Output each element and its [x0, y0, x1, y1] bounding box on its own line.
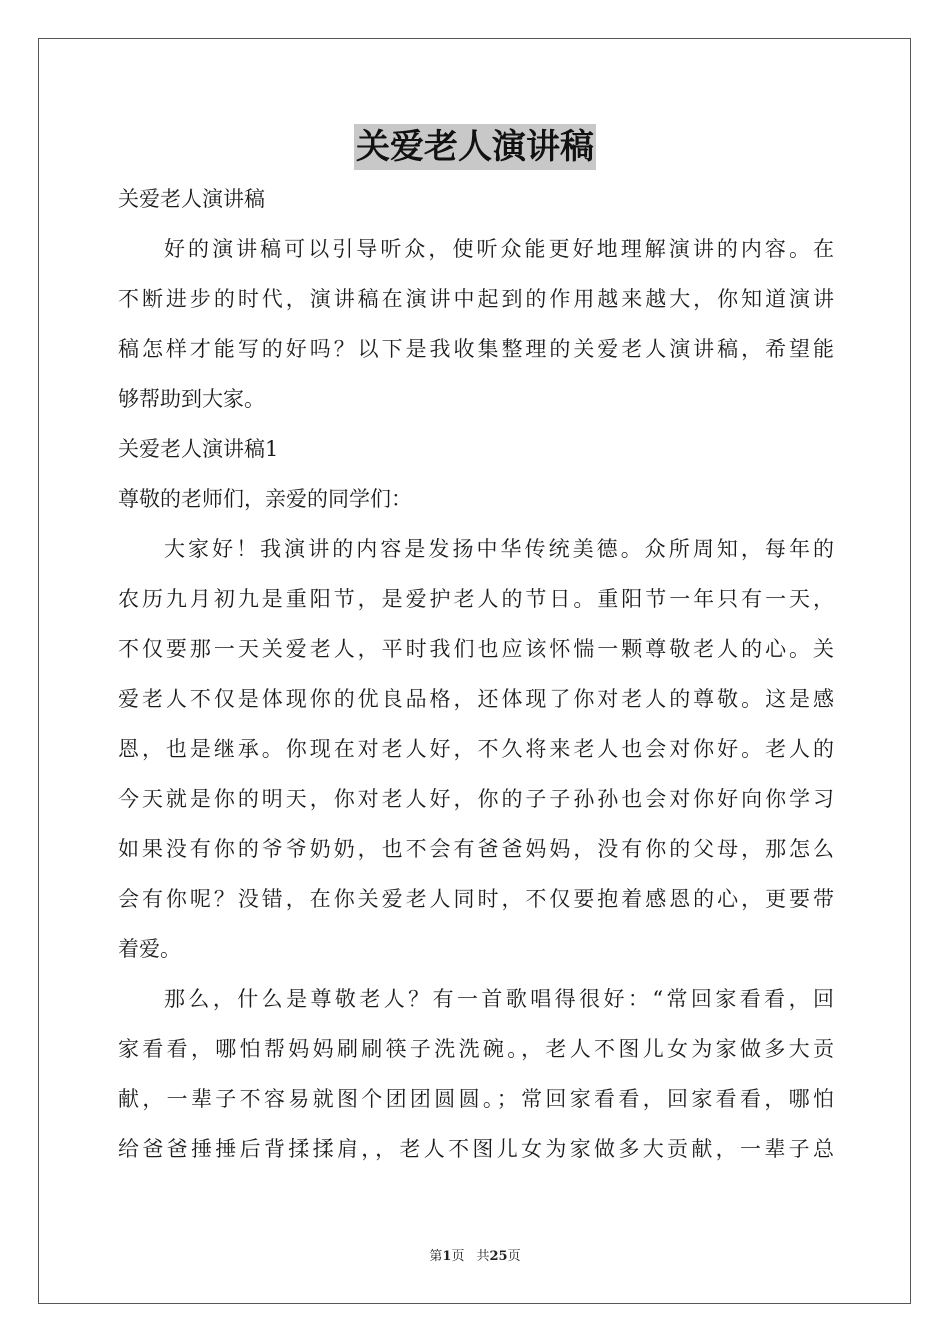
document-title: 关爱老人演讲稿	[354, 124, 596, 170]
text-line: 农历九月初九是重阳节，是爱护老人的节日。重阳节一年只有一天，	[118, 587, 834, 611]
page-footer	[0, 1248, 950, 1266]
text-line: 关爱老人演讲稿1	[118, 437, 279, 461]
page-prefix: 第	[429, 1249, 443, 1264]
text-line: 尊敬的老师们，亲爱的同学们：	[118, 487, 412, 511]
total-suffix: 页	[507, 1249, 521, 1264]
text-line: 关爱老人演讲稿	[118, 187, 265, 211]
text-line: 着爱。	[118, 937, 181, 961]
page-number: 1	[442, 1249, 452, 1264]
text-line: 不仅要那一天关爱老人，平时我们也应该怀惴一颗尊敬老人的心。关	[118, 637, 834, 661]
text-line: 爱老人不仅是体现你的优良品格，还体现了你对老人的尊敬。这是感	[118, 687, 834, 711]
text-line: 稿怎样才能写的好吗？以下是我收集整理的关爱老人演讲稿，希望能	[118, 337, 834, 361]
text-line: 够帮助到大家。	[118, 387, 265, 411]
page-suffix: 页	[451, 1249, 465, 1264]
text-line: 今天就是你的明天，你对老人好，你的子子孙孙也会对你好向你学习	[118, 787, 834, 811]
total-prefix: 共	[476, 1249, 490, 1264]
text-line: 不断进步的时代，演讲稿在演讲中起到的作用越来越大，你知道演讲	[118, 287, 834, 311]
total-pages: 25	[489, 1249, 508, 1264]
text-line: 好的演讲稿可以引导听众，使听众能更好地理解演讲的内容。在	[164, 237, 834, 261]
text-line: 会有你呢？没错，在你关爱老人同时，不仅要抱着感恩的心，更要带	[118, 887, 834, 911]
text-line: 给爸爸捶捶后背揉揉肩，，老人不图儿女为家做多大贡献，一辈子总	[118, 1137, 834, 1161]
document-body	[118, 174, 834, 1174]
text-line: 献，一辈子不容易就图个团团圆圆。；常回家看看，回家看看，哪怕	[118, 1087, 834, 1111]
text-line: 如果没有你的爷爷奶奶，也不会有爸爸妈妈，没有你的父母，那怎么	[118, 837, 834, 861]
title-container	[0, 124, 950, 170]
text-line: 那么，什么是尊敬老人？有一首歌唱得很好：“常回家看看，回	[164, 987, 834, 1011]
text-line: 大家好！我演讲的内容是发扬中华传统美德。众所周知，每年的	[164, 537, 834, 561]
text-line: 家看看，哪怕帮妈妈刷刷筷子洗洗碗。，老人不图儿女为家做多大贡	[118, 1037, 834, 1061]
text-line: 恩，也是继承。你现在对老人好，不久将来老人也会对你好。老人的	[118, 737, 834, 761]
